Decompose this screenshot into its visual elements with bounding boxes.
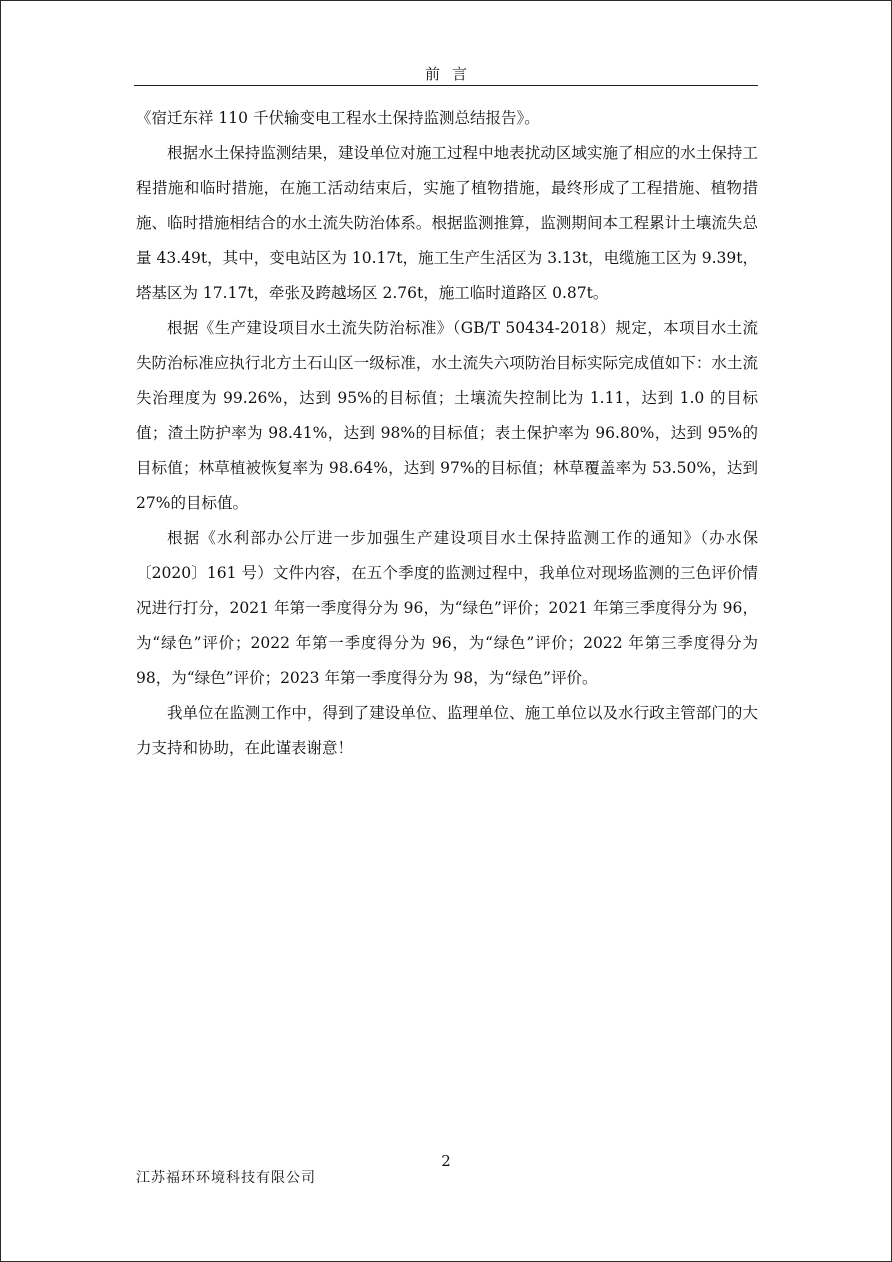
- page-header-title: 前言: [424, 65, 479, 83]
- page-number: 2: [441, 1152, 451, 1170]
- paragraph-monitoring-results: 根据水土保持监测结果，建设单位对施工过程中地表扰动区域实施了相应的水土保持工程措施和临时措施，在施工活动结束后，实施了植物措施，最终形成了工程措施、植物措施、临时措施相结合的水土流失防治体系。根据监测推算，监测期间本工程累计土壤流失总量 43.49t，其中，变电站区为 10.17t，施工生产生活区为 3.13t，电缆施工区为 9.39t，塔基区为 17.17t，牵张及跨越场区 2.76t，施工临时道路区 0.87t。: [136, 144, 758, 302]
- header-divider: [134, 85, 758, 86]
- document-body: [136, 101, 758, 766]
- paragraph-prevention-standard: 根据《生产建设项目水土流失防治标准》（GB/T 50434-2018）规定，本项目水土流失防治标准应执行北方土石山区一级标准，水土流失六项防治目标实际完成值如下：水土流失治理度为 99.26%，达到 95%的目标值；土壤流失控制比为 1.11，达到 1.0 的目标值；渣土防护率为 98.41%，达到 98%的目标值；表土保护率为 96.80%，达到 95%的目标值；林草植被恢复率为 98.64%，达到 97%的目标值；林草覆盖率为 53.50%，达到 27%的目标值。: [136, 319, 758, 512]
- paragraph-report-title: 《宿迁东祥 110 千伏输变电工程水土保持监测总结报告》。: [136, 109, 540, 127]
- footer-company-name: 江苏福环环境科技有限公司: [136, 1170, 316, 1186]
- paragraph-three-color-evaluation: 根据《水利部办公厅进一步加强生产建设项目水土保持监测工作的通知》（办水保〔2020〕161 号）文件内容，在五个季度的监测过程中，我单位对现场监测的三色评价情况进行打分，2021 年第一季度得分为 96，为“绿色”评价；2021 年第三季度得分为 96，为“绿色”评价；2022 年第一季度得分为 96，为“绿色”评价；2022 年第三季度得分为 98，为“绿色”评价；2023 年第一季度得分为 98，为“绿色”评价。: [136, 529, 758, 687]
- paragraph-acknowledgement: 我单位在监测工作中，得到了建设单位、监理单位、施工单位以及水行政主管部门的大力支持和协助，在此谨表谢意！: [136, 704, 758, 757]
